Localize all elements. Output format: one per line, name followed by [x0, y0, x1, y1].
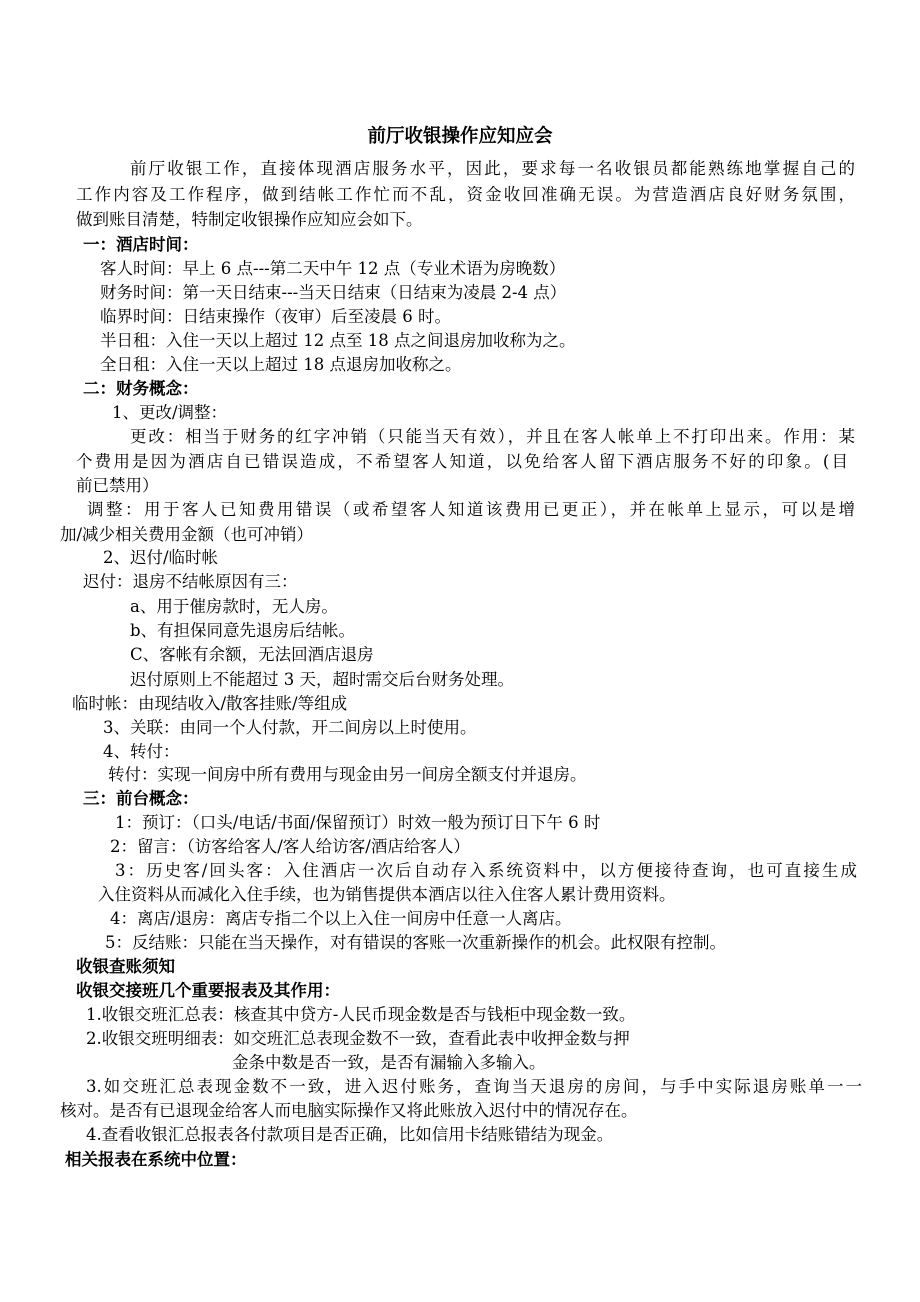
text-line: 迟付原则上不能超过 3 天，超时需交后台财务处理。	[130, 670, 514, 689]
text-line: 转付：实现一间房中所有费用与现金由另一间房全额支付并退房。	[108, 765, 587, 784]
text-line: 4.查看收银汇总报表各付款项目是否正确，比如信用卡结账错结为现金。	[86, 1125, 614, 1144]
text-line: 4、转付：	[103, 742, 180, 761]
section-heading: 一：酒店时间：	[83, 235, 199, 254]
text-line: C、客帐有余额，无法回酒店退房	[130, 645, 374, 664]
text-line: 1.收银交班汇总表：核查其中贷方-人民币现金数是否与钱柜中现金数一致。	[86, 1005, 636, 1024]
text-line: 临界时间：日结束操作（夜审）后至凌晨 6 时。	[100, 307, 451, 326]
section-heading: 三：前台概念：	[83, 789, 199, 808]
text-line: 1、更改/调整：	[112, 403, 228, 422]
text-line: 1：预订：（口头/电话/书面/保留预订）时效一般为预订日下午 6 时	[115, 813, 601, 832]
text-line: 5：反结账：只能在当天操作，对有错误的客账一次重新操作的机会。此权限有控制。	[105, 933, 726, 952]
text-line: 个费用是因为酒店自已错误造成，不希望客人知道，以免给客人留下酒店服务不好的印象。(目	[76, 452, 848, 471]
intro-line: 做到账目清楚，特制定收银操作应知应会如下。	[76, 210, 423, 229]
text-line: 4：离店/退房：离店专指二个以上入住一间房中任意一人离店。	[110, 909, 572, 928]
text-line: 客人时间：早上 6 点---第二天中午 12 点（专业术语为房晚数）	[100, 259, 566, 278]
text-line: 加/减少相关费用金额（也可冲销）	[60, 525, 314, 544]
text-line: 2：留言：（访客给客人/客人给访客/酒店给客人）	[110, 837, 470, 856]
text-line: 更改：相当于财务的红字冲销（只能当天有效），并且在客人帐单上不打印出来。作用：某	[130, 427, 855, 446]
section-heading: 二：财务概念：	[83, 379, 199, 398]
section-heading: 收银查账须知	[76, 957, 175, 976]
text-line: 3.如交班汇总表现金数不一致，进入迟付账务，查询当天退房的房间，与手中实际退房账单一一	[86, 1077, 862, 1096]
text-line: 3：历史客/回头客：入住酒店一次后自动存入系统资料中，以方便接待查询，也可直接生成	[115, 861, 857, 880]
text-line: 全日租：入住一天以上超过 18 点退房加收称之。	[100, 355, 462, 374]
text-line: 财务时间：第一天日结束---当天日结束（日结束为凌晨 2-4 点）	[100, 283, 567, 302]
section-heading: 相关报表在系统中位置：	[65, 1150, 247, 1169]
text-line: b、有担保同意先退房后结帐。	[130, 621, 356, 640]
intro-line: 工作内容及工作程序，做到结帐工作忙而不乱，资金收回准确无误。为营造酒店良好财务氛围，	[76, 185, 855, 204]
text-line: 半日租：入住一天以上超过 12 点至 18 点之间退房加收称为之。	[100, 331, 576, 350]
text-line: 入住资料从而减化入住手续，也为销售提供本酒店以往入住客人累计费用资料。	[98, 885, 676, 904]
text-line: 金条中数是否一致，是否有漏输入多输入。	[232, 1053, 546, 1072]
text-line: 临时帐：由现结收入/散客挂账/等组成	[72, 694, 348, 713]
text-line: a、用于催房款时，无人房。	[130, 597, 338, 616]
document-title: 前厅收银操作应知应会	[367, 126, 553, 147]
text-line: 2、迟付/临时帐	[103, 548, 219, 567]
section-heading: 收银交接班几个重要报表及其作用：	[76, 981, 340, 1000]
text-line: 迟付：退房不结帐原因有三：	[83, 572, 298, 591]
text-line: 核对。是否有已退现金给客人而电脑实际操作又将此账放入迟付中的情况存在。	[60, 1101, 638, 1120]
text-line: 2.收银交班明细表：如交班汇总表现金数不一致，查看此表中收押金数与押	[86, 1029, 630, 1048]
intro-line: 前厅收银工作，直接体现酒店服务水平，因此，要求每一名收银员都能熟练地掌握自己的	[130, 159, 855, 178]
text-line: 前已禁用）	[76, 476, 159, 495]
text-line: 调整：用于客人已知费用错误（或希望客人知道该费用已更正），并在帐单上显示，可以是增	[87, 500, 855, 519]
text-line: 3、关联：由同一个人付款，开二间房以上时使用。	[103, 718, 477, 737]
